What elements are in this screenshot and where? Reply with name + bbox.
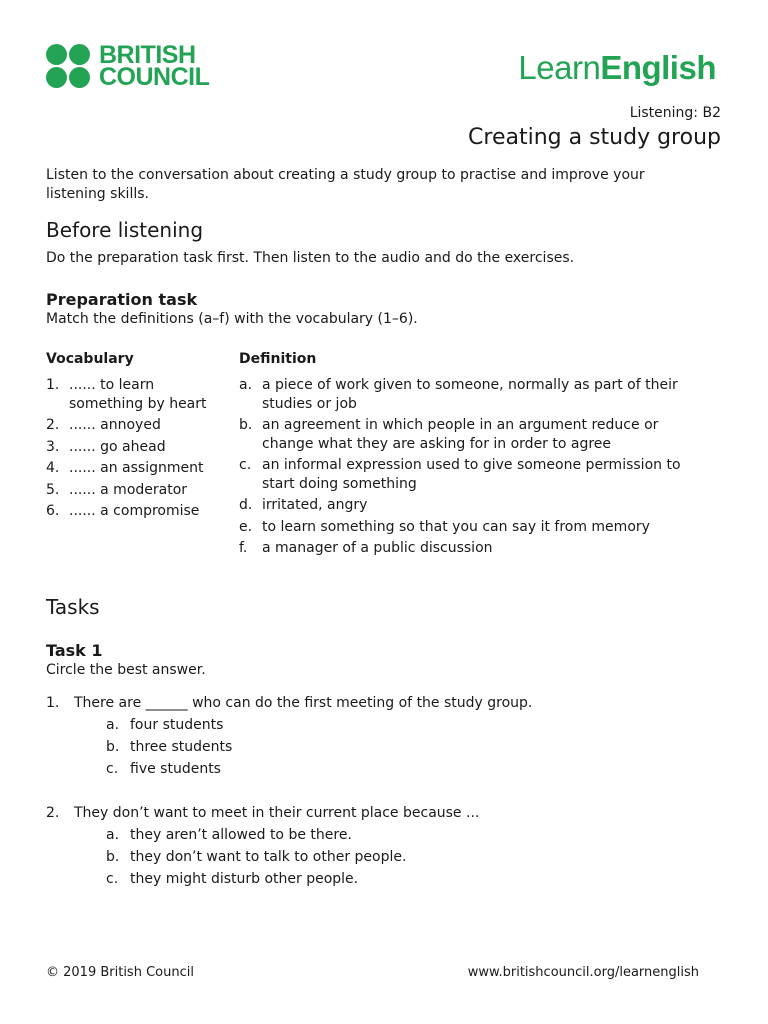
definition-item: d. irritated, angry <box>239 497 368 513</box>
preparation-instruction: Match the definitions (a–f) with the vocabulary (1–6). <box>46 311 418 327</box>
answer-option[interactable]: b. they don’t want to talk to other people. <box>106 849 407 865</box>
definition-header: Definition <box>239 351 317 367</box>
vocab-item: 5. ...... a moderator <box>46 481 188 498</box>
learnenglish-logo <box>518 50 716 86</box>
before-listening-text: Do the preparation task first. Then listen to the audio and do the exercises. <box>46 250 575 266</box>
definition-item: b. an agreement in which people in an argument reduce or change what they are asking for in order to agree <box>239 417 659 452</box>
before-listening-heading: Before listening <box>46 218 204 242</box>
british-council-dots-icon <box>46 44 92 88</box>
vocab-item: 1. ...... to learn something by heart <box>46 377 207 412</box>
footer-url-link[interactable]: www.britishcouncil.org/learnenglish <box>467 965 699 980</box>
vocabulary-header: Vocabulary <box>46 351 134 367</box>
answer-option[interactable]: c. they might disturb other people. <box>106 871 359 887</box>
task1-heading: Task 1 <box>46 641 103 660</box>
preparation-heading: Preparation task <box>46 290 198 309</box>
definition-list <box>239 376 709 558</box>
definition-item: a. a piece of work given to someone, normally as part of their studies or job <box>239 377 678 412</box>
learn-wordmark: Learn <box>518 49 601 86</box>
brand-line-2: COUNCIL <box>99 63 210 91</box>
definition-item: c. an informal expression used to give someone permission to start doing something <box>239 457 681 492</box>
question-2 <box>46 802 706 890</box>
vocab-item: 3. ...... go ahead <box>46 438 166 455</box>
answer-option[interactable]: b. three students <box>106 739 233 755</box>
definition-item: f. a manager of a public discussion <box>239 540 493 556</box>
english-wordmark: English <box>600 49 716 86</box>
tasks-heading: Tasks <box>46 595 100 619</box>
question-text: 2. They don’t want to meet in their current place because ... <box>46 805 480 821</box>
footer-copyright: © 2019 British Council <box>46 965 194 980</box>
vocab-item: 6. ...... a compromise <box>46 503 200 519</box>
answer-option[interactable]: c. five students <box>106 761 221 777</box>
question-1 <box>46 692 706 780</box>
vocab-item: 2. ...... annoyed <box>46 417 161 433</box>
question-text: 1. There are ______ who can do the first meeting of the study group. <box>46 695 533 711</box>
page-title: Creating a study group <box>468 125 721 150</box>
task1-instruction: Circle the best answer. <box>46 662 206 678</box>
vocab-item: 4. ...... an assignment <box>46 460 204 476</box>
vocabulary-list <box>46 376 221 521</box>
answer-option[interactable]: a. they aren’t allowed to be there. <box>106 827 352 843</box>
intro-text: Listen to the conversation about creating a study group to practise and improve your listening skills. <box>46 167 645 202</box>
answer-option[interactable]: a. four students <box>106 717 224 733</box>
definition-item: e. to learn something so that you can say it from memory <box>239 518 650 535</box>
brand-line-1: BRITISH <box>99 41 196 69</box>
british-council-logo <box>46 41 216 91</box>
level-label: Listening: B2 <box>629 105 721 121</box>
